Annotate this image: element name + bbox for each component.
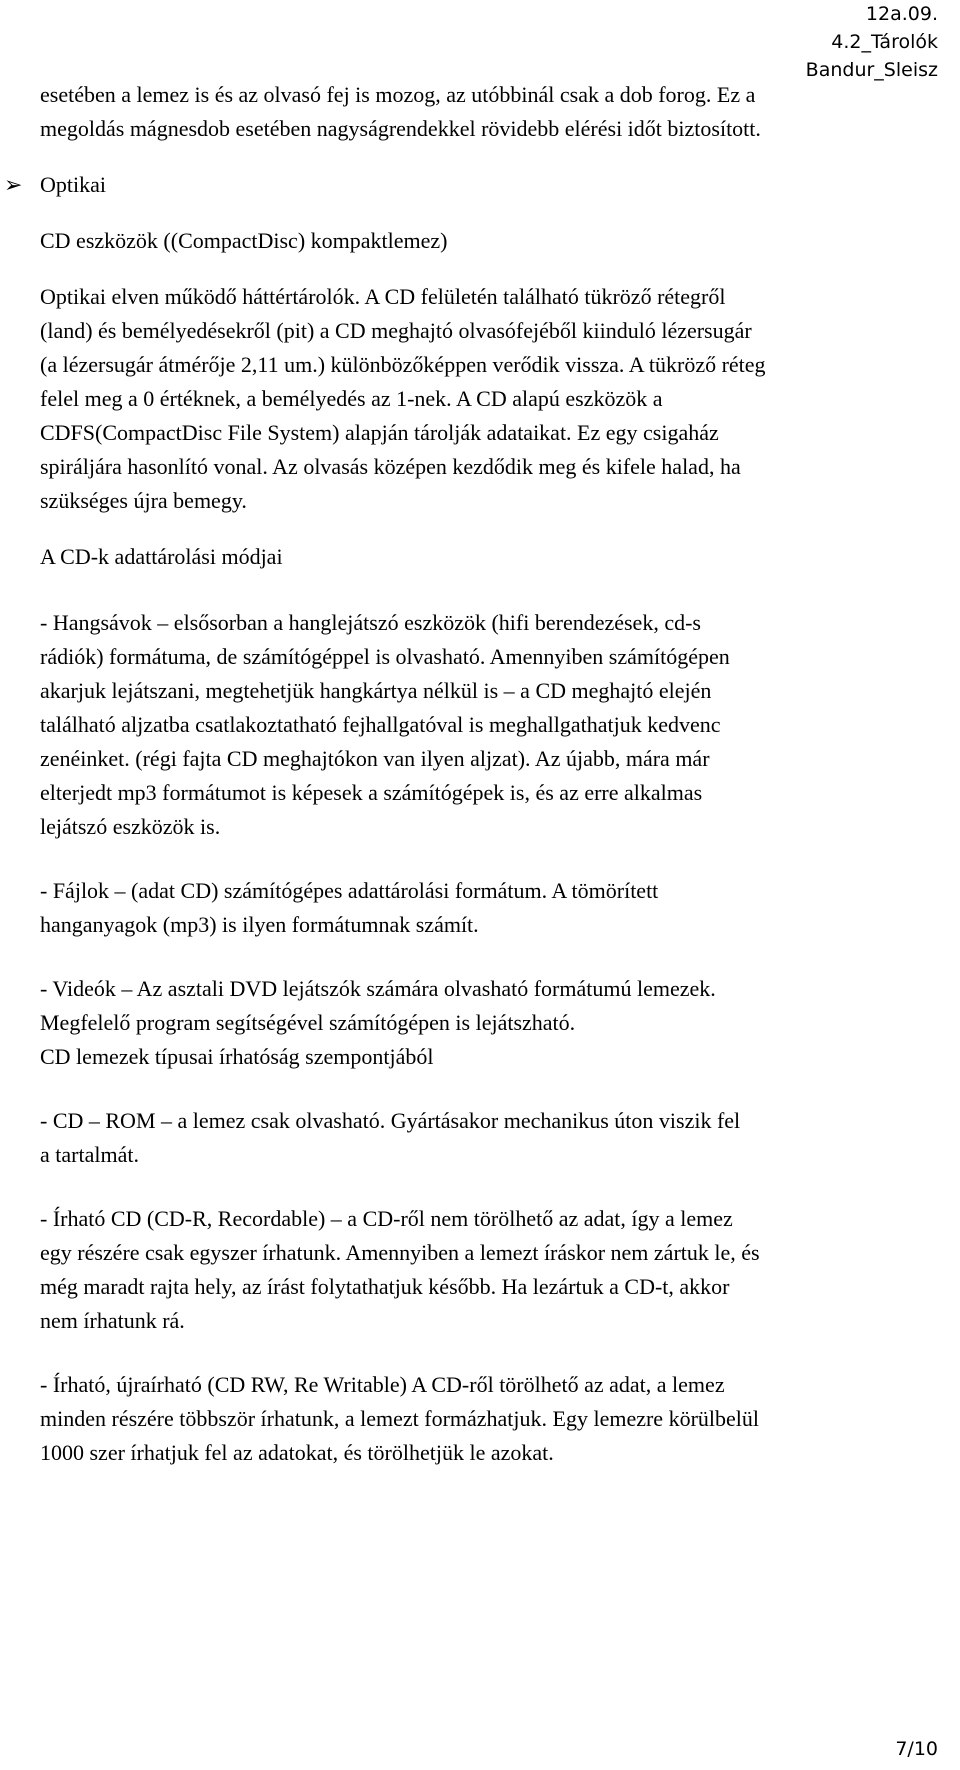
arrow-bullet-icon: ➢: [4, 172, 23, 197]
page-header: [806, 0, 938, 84]
text-line: zenéinket. (régi fajta CD meghajtókon van ilyen aljzat). Az újabb, mára már: [40, 746, 710, 771]
header-authors: Bandur_Sleisz: [805, 59, 938, 81]
intro-paragraph: [40, 78, 940, 146]
text-line: egy részére csak egyszer írhatunk. Amennyiben a lemezt íráskor nem zártuk le, és: [40, 1240, 760, 1265]
text-line: - CD – ROM – a lemez csak olvasható. Gyártásakor mechanikus úton viszik fel: [40, 1108, 741, 1133]
cd-devices-heading: CD eszközök ((CompactDisc) kompaktlemez): [40, 228, 448, 253]
text-line: hanganyagok (mp3) is ilyen formátumnak számít.: [40, 912, 479, 937]
text-line: - Videók – Az asztali DVD lejátszók számára olvasható formátumú lemezek.: [40, 976, 716, 1001]
text-line: CDFS(CompactDisc File System) alapján tárolják adataikat. Ez egy csigaház: [40, 420, 719, 445]
storage-modes-heading: A CD-k adattárolási módjai: [40, 544, 283, 569]
bullet-label: Optikai: [40, 172, 106, 197]
text-line: felel meg a 0 értéknek, a bemélyedés az 1-nek. A CD alapú eszközök a: [40, 386, 663, 411]
text-line: minden részére többször írhatunk, a lemezt formázhatjuk. Egy lemezre körülbelül: [40, 1406, 759, 1431]
text-line: szükséges újra bemegy.: [40, 488, 247, 513]
text-line: elterjedt mp3 formátumot is képesek a számítógépek is, és az erre alkalmas: [40, 780, 703, 805]
text-line: spiráljára hasonlító vonal. Az olvasás középen kezdődik meg és kifele halad, ha: [40, 454, 741, 479]
text-line: - Írható, újraírható (CD RW, Re Writable) A CD-ről törölhető az adat, a lemez: [40, 1372, 725, 1397]
text-line: (land) és bemélyedésekről (pit) a CD meghajtó olvasófejéből kiinduló lézersugár: [40, 318, 752, 343]
text-line: még maradt rajta hely, az írást folytathatjuk később. Ha lezártuk a CD-t, akkor: [40, 1274, 730, 1299]
document-body: [4, 78, 940, 1470]
text-line: rádiók) formátuma, de számítógéppel is olvasható. Amennyiben számítógépen: [40, 644, 730, 669]
text-line: lejátszó eszközök is.: [40, 814, 221, 839]
optical-paragraph: [40, 280, 940, 518]
text-line: Megfelelő program segítségével számítógépen is lejátszható.: [40, 1010, 576, 1035]
text-line: akarjuk lejátszani, megtehetjük hangkártya nélkül is – a CD meghajtó elején: [40, 678, 712, 703]
text-line: a tartalmát.: [40, 1142, 139, 1167]
text-line: - Írható CD (CD-R, Recordable) – a CD-ről nem törölhető az adat, így a lemez: [40, 1206, 733, 1231]
cd-r-paragraph: [40, 1202, 940, 1338]
text-line: megoldás mágnesdob esetében nagyságrendekkel rövidebb elérési időt biztosított.: [40, 116, 761, 141]
text-line: 1000 szer írhatjuk fel az adatokat, és törölhetjük le azokat.: [40, 1440, 554, 1465]
header-date: 12a.09.: [865, 3, 938, 25]
audio-tracks-paragraph: [40, 606, 940, 844]
text-line: (a lézersugár átmérője 2,11 um.) különbözőképpen verődik vissza. A tükröző réteg: [40, 352, 766, 377]
header-topic: 4.2_Tárolók: [831, 31, 938, 53]
text-line: - Fájlok – (adat CD) számítógépes adattárolási formátum. A tömörített: [40, 878, 659, 903]
text-line: található aljzatba csatlakoztatható fejhallgatóval is meghallgathatjuk kedvenc: [40, 712, 721, 737]
text-line: - Hangsávok – elsősorban a hanglejátszó eszközök (hifi berendezések, cd-s: [40, 610, 701, 635]
cd-rw-paragraph: [40, 1368, 940, 1470]
text-line: nem írhatunk rá.: [40, 1308, 185, 1333]
cd-rom-paragraph: [40, 1104, 940, 1172]
text-line: Optikai elven működő háttértárolók. A CD felületén található tükröző rétegről: [40, 284, 726, 309]
files-paragraph: [40, 874, 940, 942]
writability-types-heading: CD lemezek típusai írhatóság szempontjából: [40, 1044, 434, 1069]
optical-bullet: [4, 168, 940, 202]
videos-paragraph: [40, 972, 940, 1040]
page-number: 7/10: [895, 1738, 938, 1760]
text-line: esetében a lemez is és az olvasó fej is mozog, az utóbbinál csak a dob forog. Ez a: [40, 82, 756, 107]
